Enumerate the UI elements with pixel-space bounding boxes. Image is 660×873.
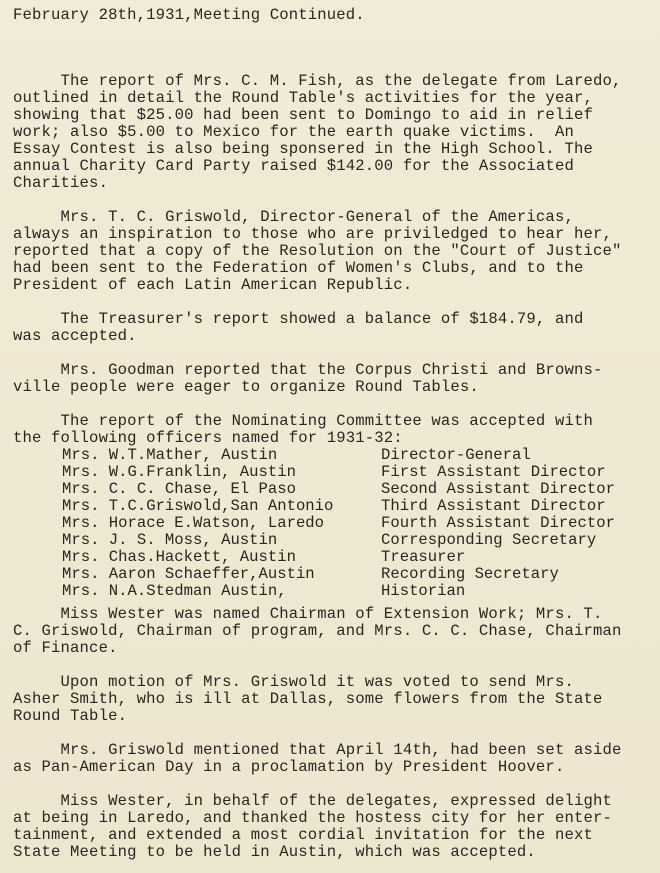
text-line: always an inspiration to those who are priviledged to hear her, <box>13 225 612 243</box>
text-line: Upon motion of Mrs. Griswold it was voted to send Mrs. <box>13 673 574 691</box>
text-line: ville people were eager to organize Round Tables. <box>13 378 479 396</box>
officer-title: First Assistant Director <box>381 463 606 481</box>
text-line: annual Charity Card Party raised $142.00 for the Associated <box>13 157 574 175</box>
text-line: Essay Contest is also being sponsered in the High School. The <box>13 140 593 158</box>
text-line: the following officers named for 1931-32: <box>13 429 403 447</box>
text-line: as Pan-American Day in a proclamation by President Hoover. <box>13 758 565 776</box>
text-line: at being in Laredo, and thanked the hostess city for her enter- <box>13 809 612 827</box>
page-header: February 28th,1931,Meeting Continued. <box>13 6 365 24</box>
text-line: State Meeting to be held in Austin, which was accepted. <box>13 843 536 861</box>
text-line: work; also $5.00 to Mexico for the earth quake victims. An <box>13 123 574 141</box>
text-line: Asher Smith, who is ill at Dallas, some flowers from the State <box>13 690 603 708</box>
text-line: Miss Wester was named Chairman of Extension Work; Mrs. T. <box>13 605 603 623</box>
officer-title: Director-General <box>381 446 531 464</box>
text-line: The report of the Nominating Committee was accepted with <box>13 412 593 430</box>
officer-title: Second Assistant Director <box>381 480 615 498</box>
text-line: tainment, and extended a most cordial invitation for the next <box>13 826 593 844</box>
text-line: Mrs. Griswold mentioned that April 14th, had been set aside <box>13 741 622 759</box>
officer-title: Fourth Assistant Director <box>381 514 615 532</box>
text-line: Mrs. Goodman reported that the Corpus Christi and Browns- <box>13 361 603 379</box>
text-line: The report of Mrs. C. M. Fish, as the delegate from Laredo, <box>13 72 622 90</box>
officer-name: Mrs. T.C.Griswold,San Antonio <box>62 497 334 515</box>
text-line: reported that a copy of the Resolution on the "Court of Justice" <box>13 242 622 260</box>
text-line: showing that $25.00 had been sent to Domingo to aid in relief <box>13 106 593 124</box>
officer-name: Mrs. N.A.Stedman Austin, <box>62 582 287 600</box>
officer-title: Corresponding Secretary <box>381 531 597 549</box>
text-line: Round Table. <box>13 707 128 725</box>
text-line: Mrs. T. C. Griswold, Director-General of the Americas, <box>13 208 574 226</box>
text-line: of Finance. <box>13 639 118 657</box>
officer-name: Mrs. Chas.Hackett, Austin <box>62 548 296 566</box>
text-line: was accepted. <box>13 327 137 345</box>
text-line: C. Griswold, Chairman of program, and Mrs. C. C. Chase, Chairman <box>13 622 622 640</box>
officer-name: Mrs. Aaron Schaeffer,Austin <box>62 565 315 583</box>
officer-name: Mrs. J. S. Moss, Austin <box>62 531 278 549</box>
text-line: outlined in detail the Round Table's activities for the year, <box>13 89 593 107</box>
text-line: Miss Wester, in behalf of the delegates, expressed delight <box>13 792 612 810</box>
text-line: The Treasurer's report showed a balance of $184.79, and <box>13 310 584 328</box>
text-line: Charities. <box>13 174 109 192</box>
officer-title: Third Assistant Director <box>381 497 606 515</box>
officer-title: Historian <box>381 582 466 600</box>
officer-name: Mrs. W.T.Mather, Austin <box>62 446 278 464</box>
officer-title: Recording Secretary <box>381 565 559 583</box>
officer-name: Mrs. C. C. Chase, El Paso <box>62 480 296 498</box>
officer-name: Mrs. Horace E.Watson, Laredo <box>62 514 325 532</box>
officer-name: Mrs. W.G.Franklin, Austin <box>62 463 296 481</box>
text-line: President of each Latin American Republic. <box>13 276 413 294</box>
officer-title: Treasurer <box>381 548 466 566</box>
text-line: had been sent to the Federation of Women's Clubs, and to the <box>13 259 584 277</box>
